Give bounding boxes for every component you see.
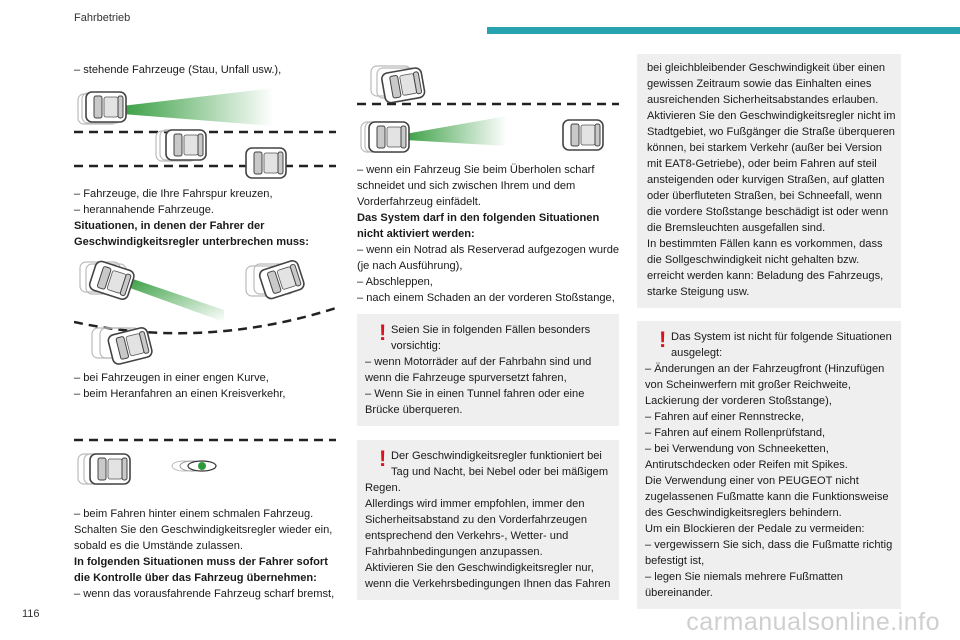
text-line: – Fahrzeuge, die Ihre Fahrspur kreuzen, bbox=[74, 188, 273, 200]
info-text: die vordere Stoßstange beschädigt ist oder wenn bbox=[647, 206, 889, 218]
warning-text: ausgelegt: bbox=[671, 347, 723, 359]
section-heading: In folgenden Situationen muss der Fahrer sofort bbox=[74, 556, 328, 568]
sensor-beam bbox=[122, 88, 274, 126]
warning-text: wenn die Fahrzeuge spurversetzt fahren, bbox=[365, 372, 567, 384]
info-text: starke Steigung usw. bbox=[647, 286, 750, 298]
info-text: Aktivieren Sie den Geschwindigkeitsregler nicht im bbox=[647, 110, 896, 122]
own-car-icon bbox=[88, 260, 135, 301]
warning-text: – vergewissern Sie sich, dass die Fußmatte richtig bbox=[645, 539, 893, 551]
section-heading: nicht aktiviert werden: bbox=[357, 228, 475, 240]
vehicle-icon bbox=[246, 148, 286, 178]
watermark: carmanualsonline.info bbox=[686, 608, 940, 636]
vehicle-icon bbox=[381, 67, 426, 103]
warning-text: befestigt ist, bbox=[645, 555, 705, 567]
illustration-stationary-vehicles bbox=[74, 78, 336, 186]
own-car-icon bbox=[86, 92, 126, 122]
section-heading: Situationen, in denen der Fahrer der bbox=[74, 220, 265, 232]
text-line: – stehende Fahrzeuge (Stau, Unfall usw.), bbox=[74, 64, 282, 76]
info-text: die Sollgeschwindigkeit nicht gehalten bzw. bbox=[647, 254, 860, 266]
warning-text: Die Verwendung einer von PEUGEOT nicht bbox=[645, 475, 859, 487]
warning-text: Der Geschwindigkeitsregler funktioniert bei bbox=[391, 450, 602, 462]
vehicle-icon bbox=[563, 120, 603, 150]
warning-text: – legen Sie niemals mehrere Fußmatten bbox=[645, 571, 843, 583]
warning-text: des Geschwindigkeitsreglers behindern. bbox=[645, 507, 842, 519]
text-line: schneidet und sich zwischen Ihrem und dem bbox=[357, 180, 576, 192]
info-text: die Bremsleuchten ausgefallen sind. bbox=[647, 222, 826, 234]
warning-text: von Scheinwerfern mit großer Reichweite, bbox=[645, 379, 851, 391]
warning-text: Sicherheitsabstand zu den Vorderfahrzeugen bbox=[365, 514, 588, 526]
warning-text: Aktivieren Sie den Geschwindigkeitsregler nur, bbox=[365, 562, 594, 574]
page-number: 116 bbox=[22, 608, 40, 620]
info-text: können, bei starkem Verkehr (außer bei Version bbox=[647, 142, 882, 154]
text-line: Vorderfahrzeug einfädelt. bbox=[357, 196, 481, 208]
section-title: Fahrbetrieb bbox=[74, 12, 131, 24]
header-accent-bar bbox=[487, 27, 960, 34]
warning-text: übereinander. bbox=[645, 587, 713, 599]
column-middle bbox=[357, 62, 619, 600]
info-text: bei gleichbleibender Geschwindigkeit über einen bbox=[647, 62, 886, 74]
warning-icon: ! bbox=[659, 327, 667, 352]
warning-text: Allerdings wird immer empfohlen, immer den bbox=[365, 498, 585, 510]
illustration-narrow-vehicle bbox=[74, 402, 336, 506]
section-heading: die Kontrolle über das Fahrzeug übernehmen: bbox=[74, 572, 317, 584]
warning-text: wenn die Verkehrsbedingungen Ihnen das Fahren bbox=[365, 578, 611, 590]
warning-text: Antirutschdecken oder Reifen mit Spikes. bbox=[645, 459, 848, 471]
vehicle-icon bbox=[166, 130, 206, 160]
warning-text: Tag und Nacht, bei Nebel oder bei mäßigem bbox=[391, 466, 609, 478]
warning-icon: ! bbox=[379, 446, 387, 471]
info-text: Stadtgebiet, wo Fußgänger die Straße überqueren bbox=[647, 126, 895, 138]
column-right bbox=[637, 54, 901, 609]
warning-text: Regen. bbox=[365, 482, 401, 494]
warning-text: – bei Verwendung von Schneeketten, bbox=[645, 443, 829, 455]
vehicle-icon bbox=[258, 259, 305, 300]
text-line: – beim Fahren hinter einem schmalen Fahrzeug. bbox=[74, 508, 314, 520]
warning-text: – Wenn Sie in einen Tunnel fahren oder eine bbox=[365, 388, 585, 400]
text-line: (je nach Ausführung), bbox=[357, 260, 463, 272]
illustration-cut-in bbox=[357, 62, 619, 162]
text-line: – beim Heranfahren an einen Kreisverkehr, bbox=[74, 388, 286, 400]
column-left bbox=[74, 62, 336, 602]
text-line: – herannahende Fahrzeuge. bbox=[74, 204, 215, 216]
warning-text: – Fahren auf einem Rollenprüfstand, bbox=[645, 427, 826, 439]
text-line: – nach einem Schaden an der vorderen Stoßstange, bbox=[357, 292, 615, 304]
own-car-icon bbox=[90, 454, 130, 484]
text-line: Schalten Sie den Geschwindigkeitsregler wieder ein, bbox=[74, 524, 333, 536]
warning-box bbox=[637, 321, 901, 609]
sensor-beam bbox=[130, 278, 224, 322]
warning-text: Seien Sie in folgenden Fällen besonders bbox=[391, 324, 591, 336]
text-line: – bei Fahrzeugen in einer engen Kurve, bbox=[74, 372, 269, 384]
text-line: – Abschleppen, bbox=[357, 276, 433, 288]
warning-text: entsprechend den Verkehrs-, Wetter- und bbox=[365, 530, 569, 542]
section-heading: Geschwindigkeitsregler unterbrechen muss: bbox=[74, 236, 309, 248]
warning-text: Das System ist nicht für folgende Situationen bbox=[671, 331, 892, 343]
warning-text: – Änderungen an der Fahrzeugfront (Hinzufügen bbox=[645, 363, 885, 375]
warning-icon: ! bbox=[379, 320, 387, 345]
text-line: – wenn das vorausfahrende Fahrzeug scharf bremst, bbox=[74, 588, 335, 600]
text-line: – wenn ein Fahrzeug Sie beim Überholen scharf bbox=[357, 164, 595, 176]
vehicle-icon bbox=[107, 327, 153, 366]
text-line: – wenn ein Notrad als Reserverad aufgezogen wurde bbox=[357, 244, 620, 256]
info-text: oder überfluteten Straßen, bei Schneefall, wenn bbox=[647, 190, 882, 202]
section-heading: Das System darf in den folgenden Situationen bbox=[357, 212, 600, 224]
warning-text: – wenn Motorräder auf der Fahrbahn sind und bbox=[365, 356, 592, 368]
info-box bbox=[637, 54, 901, 308]
info-text: gewissen Zeitraum sowie das Einhalten eines bbox=[647, 78, 872, 90]
motorcycle-icon bbox=[172, 461, 216, 471]
warning-text: zugelassenen Fußmatte kann die Funktionsweise bbox=[645, 491, 889, 503]
own-car-icon bbox=[369, 122, 409, 152]
warning-text: Fahrbahnbedingungen anzupassen. bbox=[365, 546, 543, 558]
warning-text: vorsichtig: bbox=[391, 340, 441, 352]
info-text: ausreichenden Sicherheitsabstandes erlauben. bbox=[647, 94, 879, 106]
warning-text: Um ein Blockieren der Pedale zu vermeiden: bbox=[645, 523, 865, 535]
info-text: erreicht werden kann: Beladung des Fahrzeugs, bbox=[647, 270, 884, 282]
warning-text: Brücke überqueren. bbox=[365, 404, 463, 416]
warning-box bbox=[357, 440, 619, 600]
info-text: ansteigenden oder kurvigen Straßen, auf glatten bbox=[647, 174, 885, 186]
warning-text: – Fahren auf einer Rennstrecke, bbox=[645, 411, 805, 423]
illustration-curve bbox=[74, 250, 336, 370]
info-text: mit EAT8-Getriebe), oder beim Fahren auf steil bbox=[647, 158, 877, 170]
warning-box bbox=[357, 314, 619, 426]
warning-text: Lackierung der vorderen Stoßstange), bbox=[645, 395, 832, 407]
sensor-beam bbox=[405, 116, 507, 146]
info-text: In bestimmten Fällen kann es vorkommen, dass bbox=[647, 238, 883, 250]
text-line: sobald es die Umstände zulassen. bbox=[74, 540, 243, 552]
